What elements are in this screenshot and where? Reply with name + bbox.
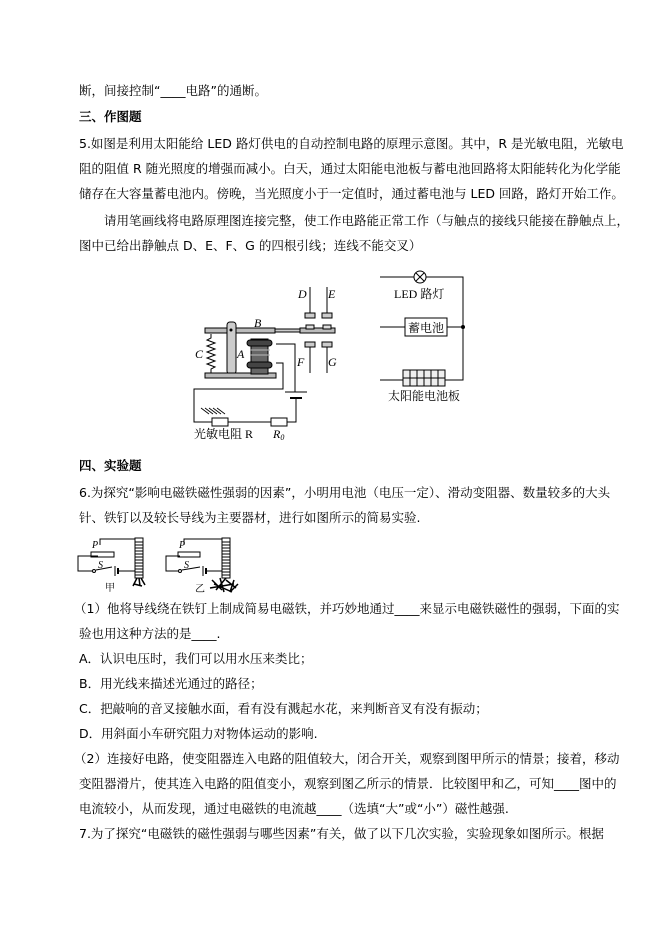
- lamp-label: LED 路灯: [394, 287, 445, 301]
- contact-label-f: F: [297, 355, 305, 369]
- resistor-r0-label: R0: [273, 427, 285, 442]
- slider-label-p: P: [92, 540, 99, 551]
- question-6-part1: （1）他将导线绕在铁钉上制成简易电磁铁，并巧妙地通过____来显示电磁铁磁性的强弱，下面的实: [74, 601, 620, 616]
- question-6-part2: （2）连接好电路，使变阻器连入电路的阻值较大，闭合开关，观察到图甲所示的情景；接着，移动: [74, 751, 620, 766]
- question-5-instruction: 请用笔画线将电路原理图连接完整，使工作电路能正常工作（与触点的接线只能接在静触点上，: [104, 213, 630, 228]
- question-5-text: 5.如图是利用太阳能给 LED 路灯供电的自动控制电路的原理示意图。其中，R 是光敏电阻，光敏电: [79, 136, 624, 151]
- question-5-text: 储存在大容量蓄电池内。傍晚，当光照度小于一定值时，通过蓄电池与 LED 回路，路灯开始工作。: [79, 186, 624, 201]
- experiment-figure-jia: [78, 538, 145, 586]
- slider-label-p: P: [179, 540, 186, 551]
- solar-panel-label: 太阳能电池板: [388, 389, 461, 403]
- contact-label-g: G: [328, 355, 337, 369]
- resistor-r0: [271, 418, 287, 426]
- figure-label-jia: 甲: [105, 583, 115, 594]
- contact-label-d: D: [298, 287, 307, 301]
- spring-label-c: C: [195, 347, 204, 361]
- switch-label-s: S: [98, 560, 103, 571]
- lever-label-b: B: [254, 316, 262, 330]
- question-7-text: 7.为了探究“电磁铁的磁性强弱与哪些因素”有关，做了以下几次实验，实验现象如图所示。根据: [79, 826, 604, 841]
- photoresistor: [212, 418, 228, 426]
- section-heading-experiment: 四、实验题: [79, 458, 142, 473]
- coil-label-a: A: [237, 347, 245, 361]
- section-heading-drawing: 三、作图题: [79, 109, 142, 124]
- option-a: A．认识电压时，我们可以用水压来类比；: [79, 651, 313, 666]
- question-6-text: 6.为探究“影响电磁铁磁性强弱的因素”，小明用电池（电压一定）、滑动变阻器、数量较多的大头: [79, 485, 611, 500]
- text-line: 断，间接控制“____电路”的通断。: [79, 83, 267, 98]
- question-6-part2: 电流较小，从而发现，通过电磁铁的电流越____（选填“大”或“小”）磁性越强.: [79, 801, 509, 816]
- option-d: D．用斜面小车研究阻力对物体运动的影响.: [79, 726, 318, 741]
- question-6-text: 针、铁钉以及较长导线为主要器材，进行如图所示的简易实验.: [79, 510, 421, 525]
- spring: [207, 334, 215, 373]
- light-rays-icon: [201, 408, 225, 414]
- battery-label: 蓄电池: [408, 321, 445, 335]
- figure-label-yi: 乙: [195, 584, 205, 595]
- question-6-part2: 变阻器滑片，使其连入电路的阻值变小，观察到图乙所示的情景．比较图甲和乙，可知____图中的: [79, 776, 617, 791]
- question-5-instruction: 图中已给出静触点 D、E、F、G 的四根引线；连线不能交叉）: [79, 238, 422, 253]
- photoresistor-label: 光敏电阻 R: [194, 427, 254, 441]
- armature-lever: [205, 328, 275, 333]
- switch-label-s: S: [184, 560, 189, 571]
- solar-panel-icon: [403, 370, 445, 386]
- contact-label-e: E: [328, 287, 336, 301]
- question-6-part1: 验也用这种方法的是____.: [79, 626, 221, 641]
- question-5-text: 阻的阻值 R 随光照度的增强而减小。白天，通过太阳能电池板与蓄电池回路将太阳能转化为化学能: [79, 161, 621, 176]
- option-b: B．用光线来描述光通过的路径；: [79, 676, 263, 691]
- option-c: C．把敲响的音叉接触水面，看有没有溅起水花，来判断音叉有没有振动；: [79, 701, 488, 716]
